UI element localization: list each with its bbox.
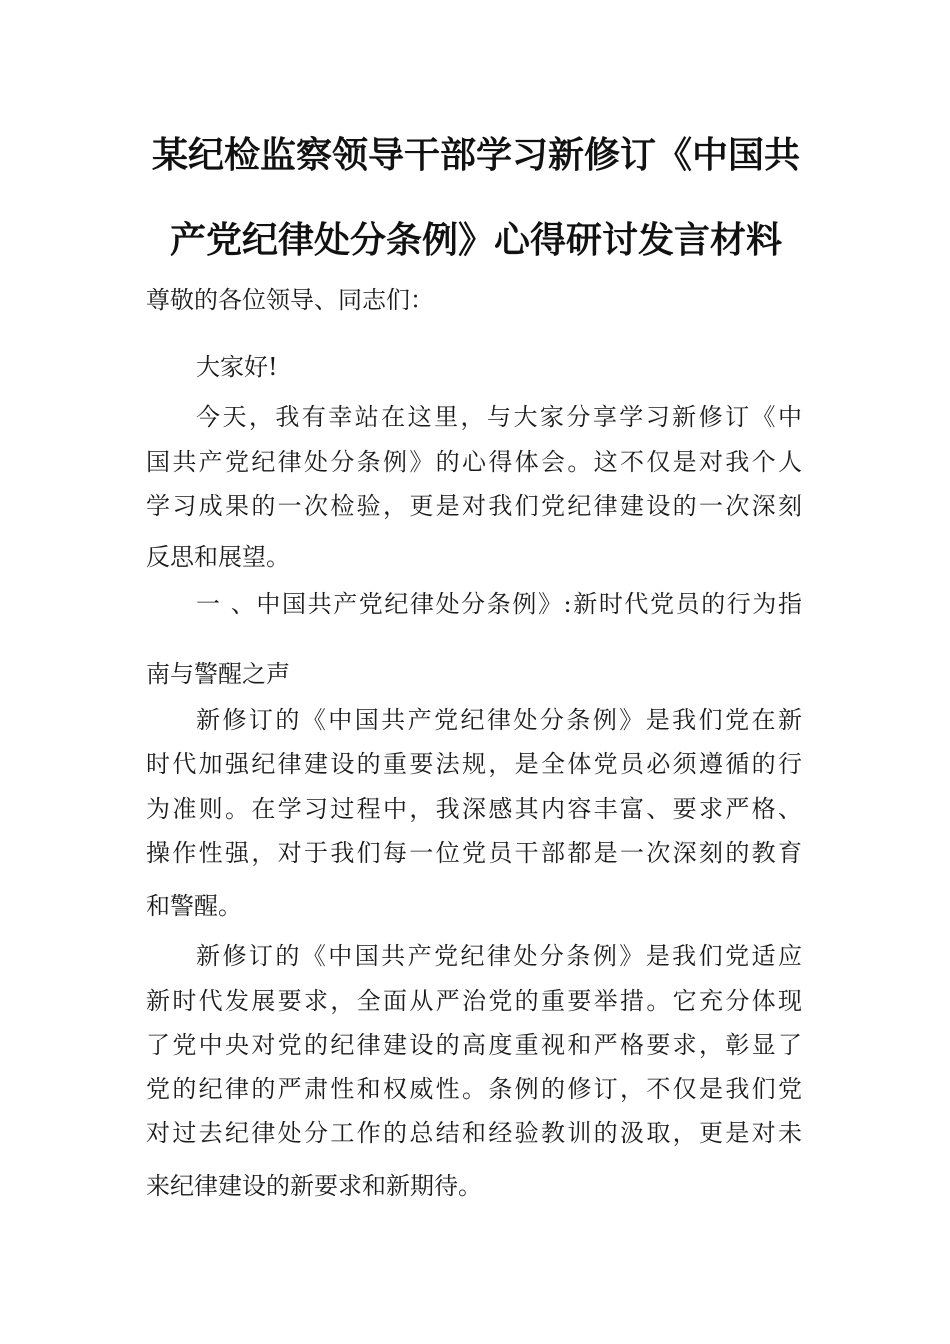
paragraph-3-line-1: 新修订的《中国共产党纪律处分条例》是我们党适应	[196, 942, 802, 970]
paragraph-1-line-4: 反思和展望。	[146, 543, 290, 571]
paragraph-1-line-3: 学习成果的一次检验，更是对我们党纪律建设的一次深刻	[146, 492, 802, 520]
document-title-line-2: 产党纪律处分条例》心得研讨发言材料	[169, 220, 782, 261]
paragraph-2-line-4: 操作性强，对于我们每一位党员干部都是一次深刻的教育	[146, 839, 802, 867]
paragraph-3-line-6: 来纪律建设的新要求和新期待。	[146, 1172, 482, 1200]
section-heading-line-1: 一 、中国共产党纪律处分条例》:新时代党员的行为指	[196, 590, 802, 618]
paragraph-1-line-1: 今天，我有幸站在这里，与大家分享学习新修订《中	[196, 403, 802, 431]
paragraph-2-line-5: 和警醒。	[146, 892, 242, 920]
salutation: 尊敬的各位领导、同志们：	[146, 286, 434, 314]
paragraph-3-line-3: 了党中央对党的纪律建设的高度重视和严格要求，彰显了	[146, 1031, 802, 1059]
paragraph-2-line-2: 时代加强纪律建设的重要法规，是全体党员必须遵循的行	[146, 750, 802, 778]
paragraph-3-line-2: 新时代发展要求，全面从严治党的重要举措。它充分体现	[146, 987, 802, 1015]
paragraph-3-line-4: 党的纪律的严肃性和权威性。条例的修订，不仅是我们党	[146, 1075, 802, 1103]
paragraph-2-line-3: 为准则。在学习过程中，我深感其内容丰富、要求严格、	[146, 795, 802, 823]
paragraph-3-line-5: 对过去纪律处分工作的总结和经验教训的汲取，更是对未	[146, 1119, 802, 1147]
document-title-line-1: 某纪检监察领导干部学习新修订《中国共	[151, 135, 800, 176]
paragraph-2-line-1: 新修订的《中国共产党纪律处分条例》是我们党在新	[196, 706, 802, 734]
paragraph-1-line-2: 国共产党纪律处分条例》的心得体会。这不仅是对我个人	[146, 448, 802, 476]
section-heading-line-2: 南与警醒之声	[146, 660, 290, 688]
greeting: 大家好!	[196, 353, 278, 381]
